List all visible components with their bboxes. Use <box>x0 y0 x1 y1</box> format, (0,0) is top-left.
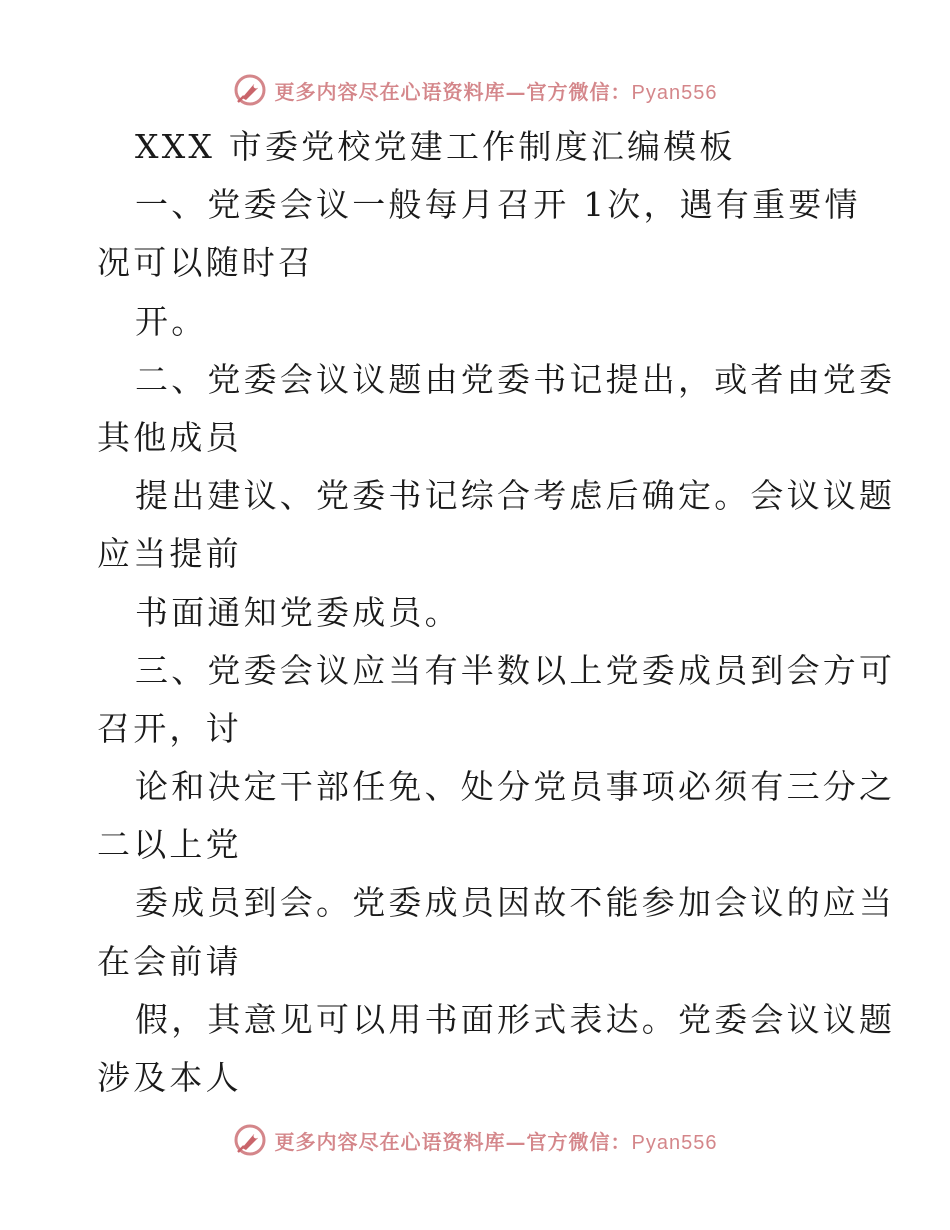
watermark-text: 更多内容尽在心语资料库—官方微信：Pyan556 <box>274 79 718 104</box>
text-line: 三、党委会议应当有半数以上党委成员到会方可 <box>135 650 896 690</box>
text-line: 假，其意见可以用书面形式表达。党委会议议题 <box>135 999 896 1039</box>
watermark-text: 更多内容尽在心语资料库—官方微信：Pyan556 <box>274 1129 718 1154</box>
text-line: 在会前请 <box>97 941 242 981</box>
document-body <box>97 118 896 1107</box>
text-line: 论和决定干部任免、处分党员事项必须有三分之 <box>135 767 896 807</box>
text-line: 况可以随时召 <box>97 243 315 283</box>
text-line: 一、党委会议一般每月召开 1次，遇有重要情 <box>135 185 861 225</box>
header-watermark-banner <box>0 70 950 110</box>
text-line: 书面通知党委成员。 <box>135 592 461 632</box>
text-line: 其他成员 <box>97 417 242 457</box>
text-line: 涉及本人 <box>97 1058 242 1097</box>
pen-nib-logo-icon <box>233 1123 267 1157</box>
text-line: 二、党委会议议题由党委书记提出，或者由党委 <box>135 359 896 399</box>
footer-watermark-banner <box>0 1120 950 1160</box>
text-line: 应当提前 <box>97 534 242 574</box>
text-line: 提出建议、党委书记综合考虑后确定。会议议题 <box>135 476 896 516</box>
pen-nib-logo-icon <box>233 73 267 107</box>
document-title: XXX 市委党校党建工作制度汇编模板 <box>135 127 736 166</box>
text-line: 委成员到会。党委成员因故不能参加会议的应当 <box>135 883 896 923</box>
text-line: 开。 <box>135 301 208 341</box>
text-line: 召开，讨 <box>97 708 242 748</box>
text-line: 二以上党 <box>97 825 242 865</box>
